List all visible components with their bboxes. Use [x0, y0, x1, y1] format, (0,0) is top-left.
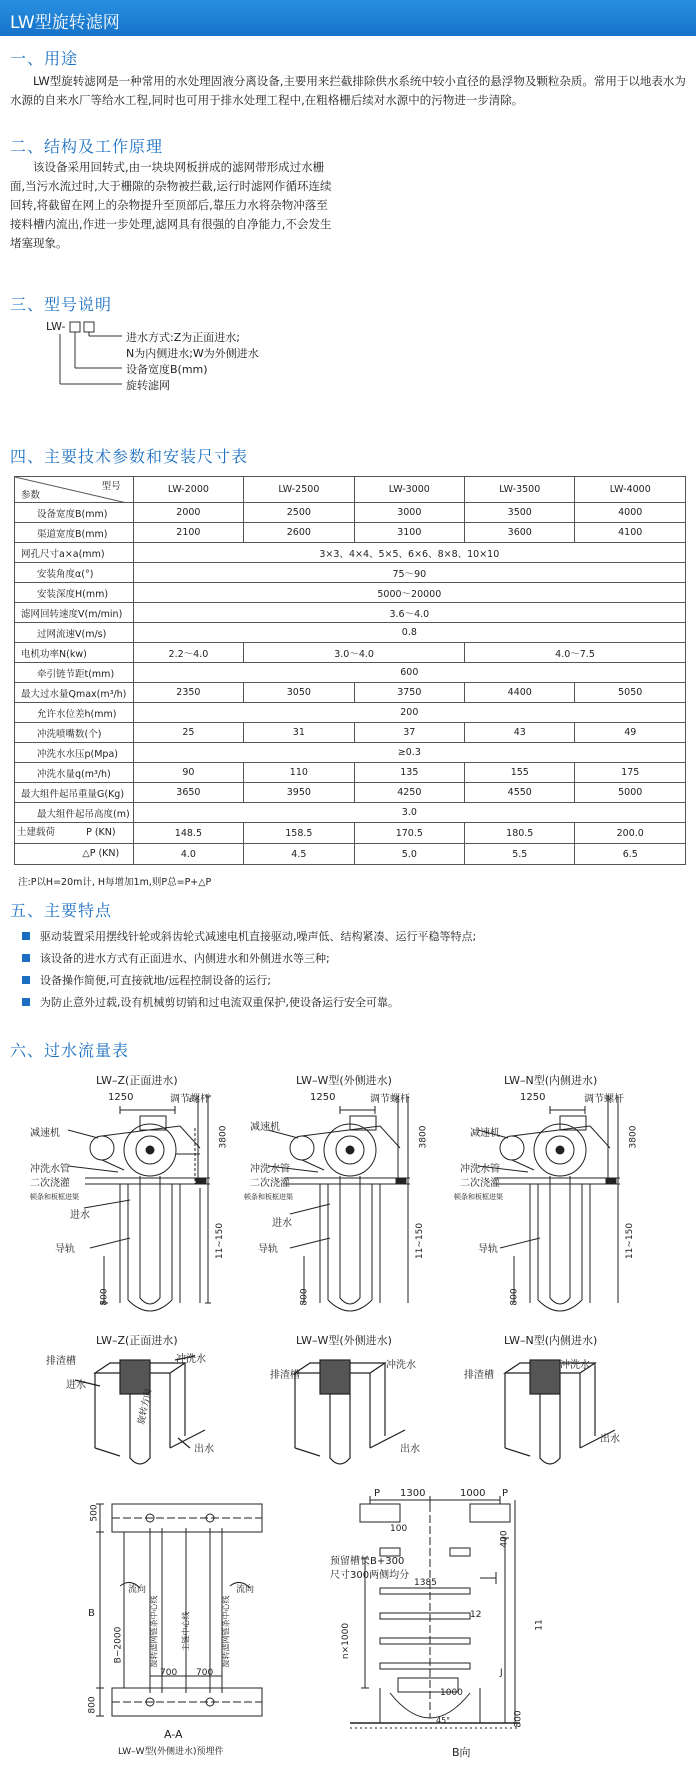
label-angle-steel-w: 顿条和板框进渠 — [244, 1193, 293, 1201]
diagram-title-w: LW–W型(外侧进水) — [296, 1074, 392, 1087]
cell: 3650 — [133, 783, 243, 803]
model-header: LW-2500 — [244, 477, 354, 503]
row-label: 安装深度H(mm) — [15, 583, 134, 603]
dim-1000-top: 1000 — [460, 1488, 486, 1499]
table-row — [15, 643, 686, 663]
spec-table — [14, 476, 686, 865]
cell: ≥0.3 — [133, 743, 685, 763]
section-title-params: 四、主要技术参数和安装尺寸表 — [10, 447, 249, 466]
dim-11150: 11~150 — [215, 1222, 226, 1260]
cell: 25 — [133, 723, 243, 743]
dim-1250: 1250 — [108, 1092, 134, 1103]
dim-3800-w: 3800 — [418, 1125, 429, 1149]
table-row — [15, 783, 686, 803]
label-screw-w: 调节螺杆 — [370, 1094, 410, 1105]
label-flush-pipe-n: 冲洗水管 — [460, 1164, 500, 1175]
cell: 4000 — [575, 503, 686, 523]
plan-title-aa: A-A — [164, 1728, 183, 1741]
label-trough-w: 排渣槽 — [270, 1370, 300, 1381]
cell: 3050 — [244, 683, 354, 703]
label-outlet-w: 出水 — [400, 1444, 420, 1455]
cell: 148.5 — [133, 823, 243, 844]
label-angle-steel-n: 顿条和板框进渠 — [454, 1193, 503, 1201]
cell: 175 — [575, 763, 686, 783]
table-row — [15, 503, 686, 523]
cell: 110 — [244, 763, 354, 783]
dim-11150-n: 11~150 — [625, 1222, 636, 1260]
row-label: 冲洗水水压p(Mpa) — [15, 743, 134, 763]
cell: 3.6～4.0 — [133, 603, 685, 623]
table-row — [15, 763, 686, 783]
dim-n1000: n×1000 — [341, 1622, 352, 1660]
cell: 75～90 — [133, 563, 685, 583]
row-label: 牵引链节距t(mm) — [15, 663, 134, 683]
table-row — [15, 663, 686, 683]
load-cell — [15, 844, 134, 865]
table-row — [15, 844, 686, 865]
row-label: 安装角度α(°) — [15, 563, 134, 583]
load-sub-label: △P (KN) — [82, 848, 120, 859]
dim-700-a: 700 — [160, 1668, 178, 1678]
table-row — [15, 823, 686, 844]
label-flow-left: 流向 — [128, 1585, 147, 1595]
cell: 3000 — [354, 503, 464, 523]
cell: 135 — [354, 763, 464, 783]
model-header: LW-3500 — [465, 477, 575, 503]
cell: 4250 — [354, 783, 464, 803]
page-title: LW型旋转滤网 — [10, 13, 120, 33]
cell: 200 — [133, 703, 685, 723]
dim-1250-w: 1250 — [310, 1092, 336, 1103]
model-line-4: 旋转滤网 — [126, 379, 170, 392]
label-inlet: 进水 — [70, 1210, 90, 1221]
label-rail-n: 导轨 — [478, 1244, 498, 1255]
dim-p-right: P — [502, 1488, 509, 1499]
cell: 158.5 — [244, 823, 354, 844]
table-row — [15, 563, 686, 583]
header-bar — [0, 0, 696, 36]
cell: 37 — [354, 723, 464, 743]
section-title-structure: 二、结构及工作原理 — [10, 137, 164, 156]
table-row — [15, 703, 686, 723]
cell: 4550 — [465, 783, 575, 803]
table-row — [15, 583, 686, 603]
label-inlet-w: 进水 — [272, 1218, 292, 1229]
cell: 3100 — [354, 523, 464, 543]
load-sub-label: P (KN) — [86, 827, 116, 838]
dim-11150-w: 11~150 — [415, 1222, 426, 1260]
table-row — [15, 523, 686, 543]
table-row — [15, 683, 686, 703]
row-label: 最大过水量Qmax(m³/h) — [15, 683, 134, 703]
label-reducer-w: 减速机 — [250, 1122, 280, 1133]
cell: 5000～20000 — [133, 583, 685, 603]
cell: 3.0 — [133, 803, 685, 823]
cell: 0.8 — [133, 623, 685, 643]
cell: 5000 — [575, 783, 686, 803]
section-title-features: 五、主要特点 — [10, 901, 113, 920]
cell: 4.0～7.5 — [465, 643, 686, 663]
label-flush-water-n: 冲洗水 — [560, 1360, 590, 1371]
iso-title-z: LW–Z(正面进水) — [96, 1334, 178, 1347]
label-angle-steel: 顿条和板框进渠 — [30, 1193, 79, 1201]
model-explanation — [40, 320, 440, 400]
label-second-pour-n: 二次浇灌 — [460, 1178, 500, 1189]
cell: 600 — [133, 663, 685, 683]
corner-bottom: 参数 — [21, 490, 41, 501]
label-rail: 导轨 — [55, 1244, 75, 1255]
cell: 90 — [133, 763, 243, 783]
row-label: 网孔尺寸a×a(mm) — [15, 543, 134, 563]
bullet-square-icon — [22, 932, 30, 940]
cell: 4100 — [575, 523, 686, 543]
dim-11: 11 — [534, 1619, 545, 1631]
model-line-3: 设备宽度B(mm) — [126, 363, 208, 376]
label-rotate: 旋转方向 — [136, 1388, 155, 1426]
table-corner — [15, 477, 134, 503]
bullet-square-icon — [22, 976, 30, 984]
diagram-title-n: LW–N型(内侧进水) — [504, 1074, 598, 1087]
dim-b: B — [88, 1608, 95, 1619]
dim-3800-n: 3800 — [628, 1125, 639, 1149]
row-label: 允许水位差h(mm) — [15, 703, 134, 723]
table-row — [15, 743, 686, 763]
dim-800: 800 — [99, 1288, 110, 1306]
bullet-square-icon — [22, 998, 30, 1006]
cell: 5050 — [575, 683, 686, 703]
diagram-title-z: LW–Z(正面进水) — [96, 1074, 178, 1087]
section-title-model: 三、型号说明 — [10, 295, 113, 314]
dim-1000-mid: 1000 — [440, 1688, 463, 1698]
row-label: 最大组件起吊高度(m) — [15, 803, 134, 823]
label-outlet-n: 出水 — [600, 1434, 620, 1445]
label-second-pour-w: 二次浇灌 — [250, 1178, 290, 1189]
dim-100: 100 — [390, 1524, 408, 1534]
table-row — [15, 803, 686, 823]
dim-b2000: B~2000 — [113, 1626, 124, 1664]
plan-subtitle-aa: LW–W型(外侧进水)预埋件 — [118, 1747, 224, 1757]
dim-400-b: 400 — [499, 1530, 510, 1548]
dim-p-left: P — [374, 1488, 381, 1499]
cell: 4.5 — [244, 844, 354, 865]
cell: 3950 — [244, 783, 354, 803]
cell: 49 — [575, 723, 686, 743]
cell: 3.0～4.0 — [244, 643, 465, 663]
row-label: 电机功率N(kw) — [15, 643, 134, 663]
load-cell — [15, 823, 134, 844]
cell: 2600 — [244, 523, 354, 543]
model-line-2: N为内侧进水;W为外侧进水 — [126, 347, 259, 360]
dim-800-n: 800 — [509, 1288, 520, 1306]
model-code: LW- — [46, 320, 66, 333]
row-label: 冲洗喷嘴数(个) — [15, 723, 134, 743]
dim-1250-n: 1250 — [520, 1092, 546, 1103]
label-trough-n: 排渣槽 — [464, 1370, 494, 1381]
isometric-drawings — [0, 1348, 696, 1468]
cell: 6.5 — [575, 844, 686, 865]
cell: 2500 — [244, 503, 354, 523]
dim-800-w: 800 — [299, 1288, 310, 1306]
label-chain-center-right: 旋转滤网链条中心线 — [221, 1595, 231, 1668]
cell: 180.5 — [465, 823, 575, 844]
label-flush-water: 冲洗水 — [176, 1354, 206, 1365]
cell: 2000 — [133, 503, 243, 523]
label-screw: 调节螺杆 — [170, 1094, 210, 1105]
cell: 170.5 — [354, 823, 464, 844]
label-flush-pipe-w: 冲洗水管 — [250, 1164, 290, 1175]
model-header: LW-2000 — [133, 477, 243, 503]
model-header: LW-3000 — [354, 477, 464, 503]
cell: 43 — [465, 723, 575, 743]
label-chain-center-left: 旋转滤网链条中心线 — [149, 1595, 159, 1668]
table-row — [15, 603, 686, 623]
label-reducer-n: 减速机 — [470, 1128, 500, 1139]
cell: 2350 — [133, 683, 243, 703]
label-flow-right: 流向 — [236, 1585, 255, 1595]
cell: 3750 — [354, 683, 464, 703]
dim-700-b: 700 — [196, 1668, 214, 1678]
section-title-flow: 六、过水流量表 — [10, 1041, 130, 1060]
label-iso-inlet: 进水 — [66, 1380, 86, 1391]
row-label: 渠道宽度B(mm) — [15, 523, 134, 543]
elevation-drawings — [0, 1088, 696, 1318]
model-header: LW-4000 — [575, 477, 686, 503]
usage-text: LW型旋转滤网是一种常用的水处理固液分离设备,主要用来拦截排除供水系统中较小直径的悬浮物及颗粒杂质。常用于以地表水为水源的自来水厂等给水工程,同时也可用于排水处理工程中,在粗格栅后续对水源中的污物进一步清除。 — [10, 74, 686, 107]
row-label: 最大组件起吊重量G(Kg) — [15, 783, 134, 803]
label-groove-2: 尺寸300两侧均分 — [330, 1570, 410, 1581]
feature-item: 为防止意外过载,设有机械剪切销和过电流双重保护,使设备运行安全可靠。 — [22, 994, 399, 1010]
label-flush-water-w: 冲洗水 — [386, 1360, 416, 1371]
table-note: 注:P以H=20m计, H每增加1m,则P总=P+△P — [18, 877, 212, 888]
corner-top: 型号 — [101, 481, 121, 492]
cell: 31 — [244, 723, 354, 743]
cell: 3600 — [465, 523, 575, 543]
cell: 155 — [465, 763, 575, 783]
dim-500: 500 — [89, 1504, 100, 1522]
feature-item: 设备操作简便,可直接就地/远程控制设备的运行; — [22, 972, 271, 988]
row-label: 过网流速V(m/s) — [15, 623, 134, 643]
dim-1300: 1300 — [400, 1488, 426, 1499]
table-row — [15, 543, 686, 563]
label-screw-n: 调节螺杆 — [584, 1094, 624, 1105]
label-second-pour: 二次浇灌 — [30, 1178, 70, 1189]
cell: 4.0 — [133, 844, 243, 865]
load-label: 土建载荷 — [17, 827, 56, 838]
feature-item: 该设备的进水方式有正面进水、内侧进水和外侧进水等三种; — [22, 950, 330, 966]
dim-3800: 3800 — [218, 1125, 229, 1149]
label-flush-pipe: 冲洗水管 — [30, 1164, 70, 1175]
dim-j: J — [500, 1668, 503, 1678]
structure-text: 该设备采用回转式,由一块块网板拼成的滤网带形成过水栅面,当污水流过时,大于栅隙的杂物被拦截,运行时滤网作循环连续回转,将截留在网上的杂物提升至顶部后,靠压力水将杂物冲落至接料槽内流出,作进一步处理,滤网具有很强的自净能力,不会发生堵塞现象。 — [10, 160, 332, 250]
section-title-usage: 一、用途 — [10, 49, 79, 68]
view-b-drawing — [320, 1478, 690, 1748]
table-row — [15, 723, 686, 743]
cell: 5.5 — [465, 844, 575, 865]
row-label: 设备宽度B(mm) — [15, 503, 134, 523]
label-trough: 排渣槽 — [46, 1356, 76, 1367]
dim-12: 12 — [470, 1610, 482, 1620]
dim-1385: 1385 — [414, 1578, 437, 1588]
iso-title-n: LW–N型(内侧进水) — [504, 1334, 598, 1347]
label-reducer: 减速机 — [30, 1128, 60, 1139]
row-label: 滤网回转速度V(m/min) — [15, 603, 134, 623]
dim-800-plan: 800 — [87, 1696, 98, 1714]
iso-title-w: LW–W型(外侧进水) — [296, 1334, 392, 1347]
cell: 3500 — [465, 503, 575, 523]
dim-45: 45° — [436, 1716, 451, 1725]
cell: 3×3、4×4、5×5、6×6、8×8、10×10 — [133, 543, 685, 563]
cell: 4400 — [465, 683, 575, 703]
label-groove: 预留槽长B+300 — [330, 1556, 405, 1567]
label-main-center: 主链中心线 — [181, 1611, 191, 1652]
cell: 2100 — [133, 523, 243, 543]
view-title-b: B向 — [452, 1746, 471, 1759]
dim-800-b: 800 — [513, 1710, 524, 1728]
feature-item: 驱动装置采用摆线针轮或斜齿轮式减速电机直接驱动,噪声低、结构紧凑、运行平稳等特点; — [22, 928, 476, 944]
cell: 5.0 — [354, 844, 464, 865]
label-rail-w: 导轨 — [258, 1244, 278, 1255]
cell: 200.0 — [575, 823, 686, 844]
cell: 2.2～4.0 — [133, 643, 243, 663]
bullet-square-icon — [22, 954, 30, 962]
label-outlet: 出水 — [194, 1444, 214, 1455]
model-line-1: 进水方式:Z为正面进水; — [126, 331, 240, 344]
table-row — [15, 623, 686, 643]
row-label: 冲洗水量q(m³/h) — [15, 763, 134, 783]
